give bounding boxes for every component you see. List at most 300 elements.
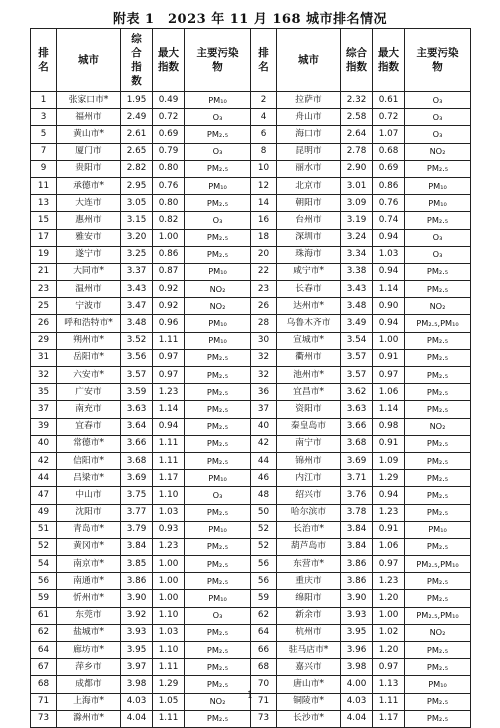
cell-index: 3.79 [121,521,153,538]
cell-city: 秦皇岛市 [277,418,341,435]
cell-index: 3.59 [121,384,153,401]
city-ranking-table [30,28,471,728]
header-city: 城市 [57,29,121,92]
cell-pollutant: PM₂.₅ [185,710,251,727]
header-rank: 排名 [251,29,277,92]
cell-pollutant: PM₂.₅ [405,332,471,349]
cell-pollutant: PM₂.₅ [405,349,471,366]
table-row [31,229,471,246]
cell-index: 3.34 [341,246,373,263]
cell-max: 0.92 [153,281,185,298]
cell-pollutant: PM₂.₅ [185,573,251,590]
table-row [31,710,471,727]
cell-index: 3.20 [121,229,153,246]
cell-pollutant: PM₁₀ [405,177,471,194]
cell-pollutant: PM₂.₅ [185,195,251,212]
cell-rank: 3 [31,109,57,126]
cell-index: 3.01 [341,177,373,194]
cell-max: 1.17 [153,470,185,487]
cell-rank: 12 [251,177,277,194]
cell-max: 1.29 [373,470,405,487]
cell-pollutant: PM₂.₅ [185,435,251,452]
cell-max: 0.91 [373,435,405,452]
cell-city: 常德市* [57,435,121,452]
cell-max: 0.94 [153,418,185,435]
header-max: 最大指数 [373,29,405,92]
table-body [31,92,471,728]
cell-max: 1.17 [373,710,405,727]
cell-index: 3.54 [341,332,373,349]
cell-rank: 62 [251,607,277,624]
cell-city: 东莞市 [57,607,121,624]
cell-index: 2.90 [341,160,373,177]
cell-max: 1.00 [153,556,185,573]
cell-index: 2.61 [121,126,153,143]
cell-index: 3.69 [121,470,153,487]
cell-max: 0.94 [373,263,405,280]
cell-max: 0.97 [153,349,185,366]
cell-pollutant: PM₂.₅ [185,504,251,521]
table-row [31,109,471,126]
document-title: 附表 1 2023 年 11 月 168 城市排名情况 [112,12,388,27]
table-row [31,298,471,315]
cell-rank: 32 [251,367,277,384]
cell-max: 0.90 [373,298,405,315]
table-row [31,246,471,263]
cell-max: 1.20 [373,642,405,659]
cell-max: 0.94 [373,229,405,246]
cell-max: 0.97 [373,659,405,676]
cell-rank: 44 [31,470,57,487]
cell-index: 3.64 [121,418,153,435]
cell-max: 1.05 [153,693,185,710]
cell-rank: 35 [31,384,57,401]
cell-city: 上海市* [57,693,121,710]
cell-max: 1.14 [153,401,185,418]
cell-max: 0.98 [373,418,405,435]
cell-rank: 32 [31,367,57,384]
cell-max: 0.92 [153,298,185,315]
cell-index: 3.47 [121,298,153,315]
cell-rank: 25 [31,298,57,315]
cell-pollutant: PM₂.₅ [185,418,251,435]
cell-index: 3.43 [341,281,373,298]
table-row [31,195,471,212]
cell-pollutant: PM₂.₅ [185,349,251,366]
cell-max: 1.14 [373,401,405,418]
cell-city: 黄山市* [57,126,121,143]
cell-max: 0.93 [153,521,185,538]
cell-pollutant: PM₂.₅,PM₁₀ [405,607,471,624]
table-row [31,435,471,452]
cell-index: 3.57 [121,367,153,384]
cell-pollutant: PM₁₀ [405,195,471,212]
cell-pollutant: PM₂.₅ [185,160,251,177]
cell-pollutant: NO₂ [185,693,251,710]
cell-rank: 46 [251,470,277,487]
cell-city: 驻马店市* [277,642,341,659]
cell-city: 乌鲁木齐市 [277,315,341,332]
cell-max: 0.61 [373,92,405,109]
cell-city: 绍兴市 [277,487,341,504]
cell-city: 黄冈市* [57,538,121,555]
cell-rank: 59 [31,590,57,607]
table-row [31,418,471,435]
cell-index: 3.86 [121,573,153,590]
cell-pollutant: PM₁₀ [185,332,251,349]
cell-index: 3.90 [341,590,373,607]
cell-rank: 19 [31,246,57,263]
cell-rank: 66 [251,642,277,659]
cell-max: 0.91 [373,521,405,538]
cell-rank: 20 [251,246,277,263]
cell-pollutant: PM₂.₅ [185,676,251,693]
cell-max: 1.00 [153,590,185,607]
cell-pollutant: PM₂.₅ [185,538,251,555]
cell-pollutant: O₃ [405,109,471,126]
cell-index: 3.95 [121,642,153,659]
cell-index: 2.32 [341,92,373,109]
cell-rank: 4 [251,109,277,126]
cell-index: 3.69 [341,452,373,469]
cell-index: 3.25 [121,246,153,263]
cell-pollutant: PM₂.₅ [185,624,251,641]
cell-city: 新余市 [277,607,341,624]
cell-max: 1.11 [373,693,405,710]
cell-rank: 40 [251,418,277,435]
cell-city: 大连市 [57,195,121,212]
cell-max: 0.82 [153,212,185,229]
cell-pollutant: O₃ [185,109,251,126]
cell-pollutant: PM₂.₅ [405,367,471,384]
table-row [31,624,471,641]
cell-max: 1.23 [153,384,185,401]
cell-city: 宜春市 [57,418,121,435]
cell-pollutant: NO₂ [405,624,471,641]
table-row [31,538,471,555]
cell-max: 0.91 [373,349,405,366]
cell-pollutant: O₃ [405,92,471,109]
cell-max: 0.69 [153,126,185,143]
cell-rank: 32 [251,349,277,366]
cell-pollutant: PM₁₀ [405,521,471,538]
cell-city: 承德市* [57,177,121,194]
cell-rank: 61 [31,607,57,624]
cell-index: 3.49 [341,315,373,332]
cell-max: 1.06 [373,538,405,555]
cell-max: 0.76 [153,177,185,194]
cell-index: 3.92 [121,607,153,624]
cell-max: 1.20 [373,590,405,607]
cell-index: 3.77 [121,504,153,521]
cell-city: 南宁市 [277,435,341,452]
cell-pollutant: PM₂.₅ [185,642,251,659]
cell-rank: 37 [31,401,57,418]
cell-index: 3.37 [121,263,153,280]
cell-city: 忻州市* [57,590,121,607]
cell-index: 3.48 [121,315,153,332]
cell-city: 遂宁市 [57,246,121,263]
cell-max: 1.29 [153,676,185,693]
table-row [31,590,471,607]
header-pollutant: 主要污染物 [185,29,251,92]
cell-pollutant: NO₂ [405,418,471,435]
cell-city: 南通市* [57,573,121,590]
cell-city: 张家口市* [57,92,121,109]
cell-city: 呼和浩特市* [57,315,121,332]
cell-pollutant: PM₂.₅ [405,452,471,469]
cell-index: 3.98 [341,659,373,676]
cell-max: 0.72 [373,109,405,126]
cell-rank: 26 [31,315,57,332]
table-row [31,177,471,194]
cell-pollutant: NO₂ [185,281,251,298]
table-row [31,332,471,349]
cell-pollutant: O₃ [185,487,251,504]
cell-rank: 68 [31,676,57,693]
cell-pollutant: PM₂.₅ [405,504,471,521]
cell-rank: 7 [31,143,57,160]
cell-city: 嘉兴市 [277,659,341,676]
table-row [31,401,471,418]
cell-pollutant: PM₂.₅ [405,435,471,452]
cell-index: 3.48 [341,298,373,315]
cell-rank: 8 [251,143,277,160]
table-row [31,642,471,659]
cell-index: 2.82 [121,160,153,177]
cell-index: 3.75 [121,487,153,504]
cell-pollutant: PM₂.₅ [185,556,251,573]
cell-index: 3.93 [341,607,373,624]
cell-pollutant: NO₂ [405,143,471,160]
table-row [31,573,471,590]
cell-pollutant: PM₂.₅ [405,642,471,659]
cell-max: 1.07 [373,126,405,143]
cell-rank: 49 [31,504,57,521]
table-row [31,659,471,676]
cell-index: 3.68 [341,435,373,452]
cell-max: 1.06 [373,384,405,401]
cell-pollutant: PM₂.₅,PM₁₀ [405,315,471,332]
table-row [31,126,471,143]
cell-city: 绵阳市 [277,590,341,607]
cell-index: 2.65 [121,143,153,160]
cell-max: 0.80 [153,195,185,212]
cell-pollutant: O₃ [185,212,251,229]
cell-city: 北京市 [277,177,341,194]
cell-index: 4.04 [121,710,153,727]
cell-max: 1.11 [153,452,185,469]
cell-index: 4.04 [341,710,373,727]
cell-pollutant: PM₁₀ [185,315,251,332]
cell-city: 宁波市 [57,298,121,315]
cell-rank: 54 [31,556,57,573]
cell-pollutant: PM₁₀ [185,470,251,487]
table-row [31,556,471,573]
cell-index: 3.93 [121,624,153,641]
cell-rank: 59 [251,590,277,607]
cell-pollutant: PM₂.₅ [405,659,471,676]
cell-rank: 56 [31,573,57,590]
cell-rank: 1 [31,92,57,109]
cell-max: 1.00 [153,229,185,246]
cell-pollutant: PM₂.₅ [405,693,471,710]
cell-pollutant: PM₁₀ [405,676,471,693]
header-pollutant: 主要污染物 [405,29,471,92]
cell-city: 南充市 [57,401,121,418]
cell-index: 3.86 [341,556,373,573]
cell-rank: 14 [251,195,277,212]
cell-max: 0.94 [373,315,405,332]
cell-index: 3.84 [341,521,373,538]
table-row [31,212,471,229]
cell-city: 中山市 [57,487,121,504]
cell-rank: 16 [251,212,277,229]
cell-index: 2.49 [121,109,153,126]
cell-rank: 22 [251,263,277,280]
cell-rank: 52 [31,538,57,555]
cell-city: 福州市 [57,109,121,126]
cell-rank: 71 [251,693,277,710]
table-row [31,315,471,332]
cell-rank: 6 [251,126,277,143]
cell-index: 3.24 [341,229,373,246]
cell-max: 0.74 [373,212,405,229]
cell-max: 0.69 [373,160,405,177]
cell-city: 成都市 [57,676,121,693]
cell-pollutant: PM₂.₅ [405,212,471,229]
cell-index: 3.38 [341,263,373,280]
cell-pollutant: PM₁₀ [185,590,251,607]
cell-city: 宣城市* [277,332,341,349]
cell-rank: 23 [31,281,57,298]
cell-rank: 21 [31,263,57,280]
cell-index: 3.84 [341,538,373,555]
header-index: 综合指数 [121,29,153,92]
cell-pollutant: O₃ [405,246,471,263]
cell-rank: 30 [251,332,277,349]
cell-max: 1.03 [373,246,405,263]
cell-rank: 73 [251,710,277,727]
cell-max: 1.23 [373,504,405,521]
cell-pollutant: PM₂.₅ [405,573,471,590]
cell-max: 1.11 [153,332,185,349]
cell-max: 0.79 [153,143,185,160]
cell-pollutant: PM₁₀ [185,521,251,538]
cell-pollutant: PM₂.₅ [185,246,251,263]
cell-pollutant: PM₂.₅,PM₁₀ [405,556,471,573]
cell-max: 1.10 [153,607,185,624]
cell-city: 葫芦岛市 [277,538,341,555]
cell-index: 3.86 [341,573,373,590]
cell-city: 广安市 [57,384,121,401]
cell-rank: 52 [251,521,277,538]
cell-index: 3.52 [121,332,153,349]
cell-city: 锦州市 [277,452,341,469]
cell-city: 唐山市* [277,676,341,693]
cell-index: 4.00 [341,676,373,693]
cell-max: 1.23 [153,538,185,555]
cell-pollutant: PM₂.₅ [405,384,471,401]
cell-index: 3.43 [121,281,153,298]
cell-city: 吕梁市* [57,470,121,487]
cell-index: 3.19 [341,212,373,229]
cell-max: 1.23 [373,573,405,590]
cell-city: 铜陵市* [277,693,341,710]
cell-rank: 26 [251,298,277,315]
cell-city: 哈尔滨市 [277,504,341,521]
cell-rank: 29 [31,332,57,349]
cell-pollutant: PM₂.₅ [405,281,471,298]
cell-city: 昆明市 [277,143,341,160]
cell-rank: 18 [251,229,277,246]
cell-rank: 11 [31,177,57,194]
cell-max: 0.97 [153,367,185,384]
cell-rank: 2 [251,92,277,109]
cell-city: 咸宁市* [277,263,341,280]
cell-max: 0.86 [373,177,405,194]
cell-pollutant: PM₂.₅ [405,401,471,418]
cell-pollutant: PM₁₀ [185,263,251,280]
cell-city: 信阳市* [57,452,121,469]
cell-pollutant: O₃ [405,229,471,246]
cell-rank: 62 [31,624,57,641]
cell-index: 3.15 [121,212,153,229]
cell-pollutant: O₃ [405,126,471,143]
table-row [31,92,471,109]
cell-index: 4.03 [341,693,373,710]
cell-index: 3.76 [341,487,373,504]
cell-city: 长治市* [277,521,341,538]
cell-rank: 17 [31,229,57,246]
cell-city: 大同市* [57,263,121,280]
cell-pollutant: NO₂ [185,298,251,315]
cell-rank: 40 [31,435,57,452]
cell-index: 2.64 [341,126,373,143]
cell-max: 0.87 [153,263,185,280]
cell-index: 3.68 [121,452,153,469]
cell-city: 岳阳市* [57,349,121,366]
cell-pollutant: PM₁₀ [185,177,251,194]
cell-city: 池州市* [277,367,341,384]
cell-city: 长春市 [277,281,341,298]
cell-rank: 28 [251,315,277,332]
cell-pollutant: PM₂.₅ [405,590,471,607]
cell-city: 深圳市 [277,229,341,246]
cell-city: 海口市 [277,126,341,143]
cell-max: 1.00 [373,332,405,349]
header-max: 最大指数 [153,29,185,92]
cell-index: 2.58 [341,109,373,126]
cell-index: 3.57 [341,367,373,384]
cell-city: 滁州市* [57,710,121,727]
cell-index: 3.63 [341,401,373,418]
cell-index: 3.05 [121,195,153,212]
cell-max: 1.11 [153,710,185,727]
cell-max: 0.94 [373,487,405,504]
cell-rank: 67 [31,659,57,676]
cell-max: 1.03 [153,624,185,641]
cell-rank: 70 [251,676,277,693]
cell-pollutant: PM₂.₅ [185,367,251,384]
cell-max: 0.72 [153,109,185,126]
cell-rank: 64 [251,624,277,641]
cell-index: 3.09 [341,195,373,212]
cell-rank: 5 [31,126,57,143]
cell-index: 3.84 [121,538,153,555]
cell-rank: 39 [31,418,57,435]
cell-index: 3.98 [121,676,153,693]
